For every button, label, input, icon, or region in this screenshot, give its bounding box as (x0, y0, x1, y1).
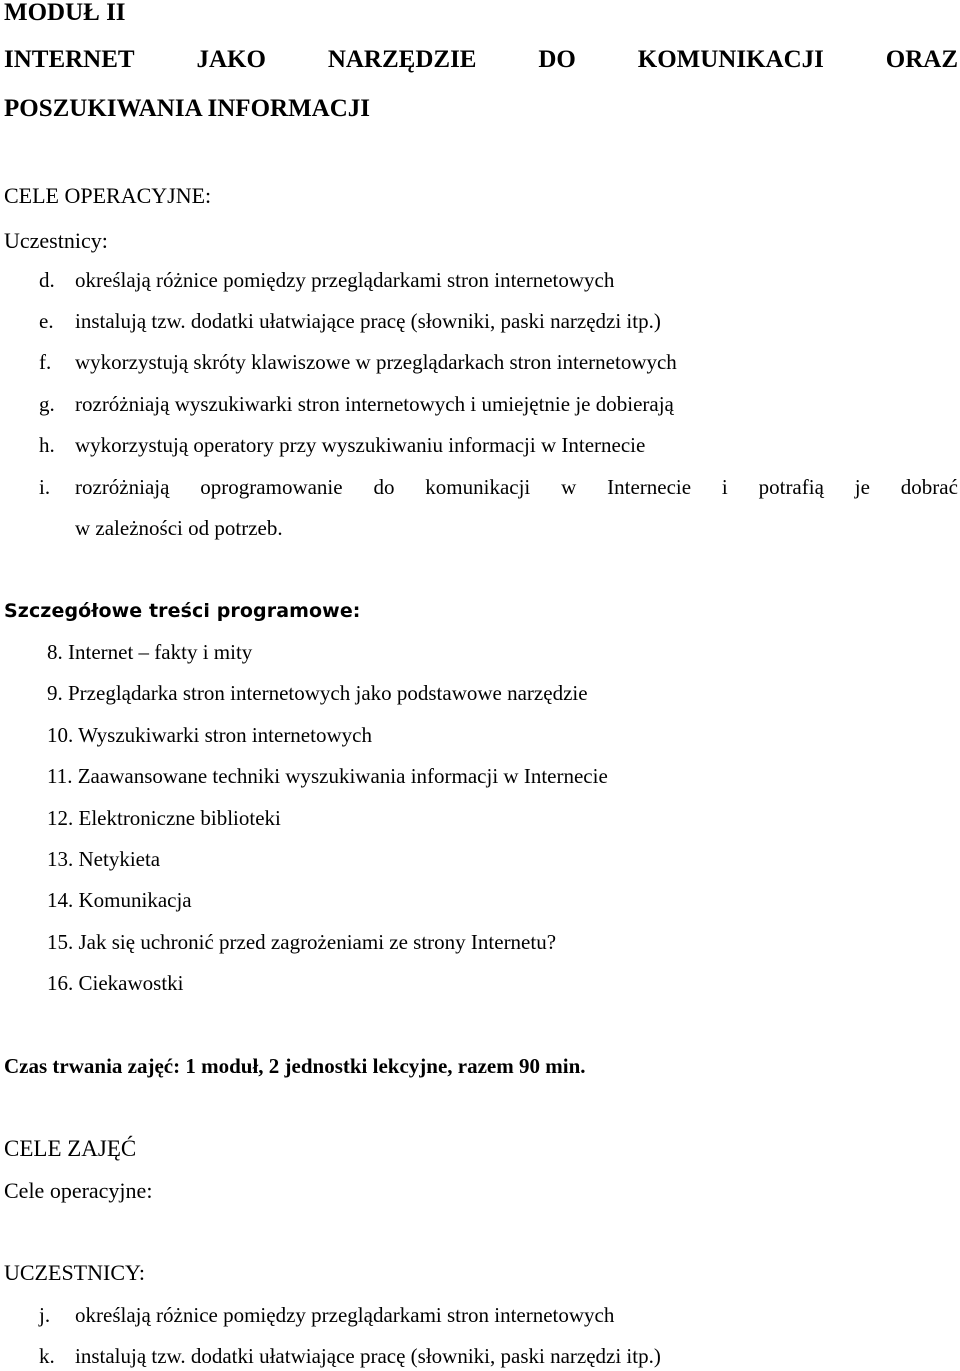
program-text: Zaawansowane techniki wyszukiwania informacji w Internecie (77, 764, 608, 788)
goal-label: i. (39, 475, 51, 499)
goal-word: potrafią (758, 475, 824, 499)
program-text: Przeglądarka stron internetowych jako podstawowe narzędzie (68, 681, 588, 705)
program-item (47, 805, 281, 831)
title-word: DO (538, 46, 576, 73)
program-number: 16. (47, 971, 74, 995)
program-item (47, 763, 608, 789)
class-goals-heading: CELE ZAJĘĆ (4, 1136, 137, 1161)
goal-word: rozróżniają (75, 475, 170, 499)
goal-label: f. (39, 350, 52, 374)
goal-item (39, 474, 958, 500)
program-text: Ciekawostki (78, 971, 184, 995)
program-text: Internet – fakty i mity (68, 640, 253, 664)
title-word: ORAZ (885, 46, 958, 73)
program-item (47, 846, 160, 872)
program-number: 14. (47, 888, 74, 912)
goal-text: instalują tzw. dodatki ułatwiające pracę (słowniki, paski narzędzi itp.) (75, 1344, 661, 1368)
program-number: 13. (47, 847, 74, 871)
goal-label: h. (39, 433, 55, 457)
goal-text: określają różnice pomiędzy przeglądarkami stron internetowych (75, 1303, 615, 1327)
participants-upper: UCZESTNICY: (4, 1260, 145, 1285)
goal-word: i (721, 475, 728, 499)
program-item (47, 887, 192, 913)
goal-word: oprogramowanie (200, 475, 343, 499)
goals-heading: CELE OPERACYJNE: (4, 183, 212, 208)
goal-item (39, 308, 661, 334)
program-item (47, 680, 588, 706)
module-title: MODUŁ II (4, 0, 126, 26)
goal-text: wykorzystują operatory przy wyszukiwaniu informacji w Internecie (75, 433, 646, 457)
participants-label: Uczestnicy: (4, 228, 108, 253)
program-text: Komunikacja (78, 888, 192, 912)
program-text: Netykieta (78, 847, 161, 871)
title-word: INTERNET (4, 46, 135, 73)
title-line-1 (4, 45, 958, 75)
program-item (47, 722, 372, 748)
goal-label: d. (39, 268, 55, 292)
goal-text: rozróżniają wyszukiwarki stron internetowych i umiejętnie je dobierają (75, 392, 674, 416)
goal-item (39, 432, 645, 458)
goal-item (39, 1343, 661, 1369)
title-word: KOMUNIKACJI (637, 46, 824, 73)
goal-item (39, 391, 674, 417)
program-item (47, 639, 252, 665)
goal-word: do (373, 475, 395, 499)
program-number: 10. (47, 723, 74, 747)
title-line-2: POSZUKIWANIA INFORMACJI (4, 95, 371, 122)
goal-item (39, 349, 677, 375)
goal-word: w (561, 475, 577, 499)
goal-text: instalują tzw. dodatki ułatwiające pracę (słowniki, paski narzędzi itp.) (75, 309, 661, 333)
program-heading: Szczegółowe treści programowe: (4, 600, 361, 622)
program-number: 8. (47, 640, 63, 664)
program-text: Wyszukiwarki stron internetowych (78, 723, 372, 747)
goal-word: komunikacji (425, 475, 531, 499)
goal-text-justified (75, 474, 958, 500)
goal-label: k. (39, 1344, 55, 1368)
program-number: 15. (47, 930, 74, 954)
program-number: 11. (47, 764, 73, 788)
goal-word: Internecie (607, 475, 692, 499)
goal-text: wykorzystują skróty klawiszowe w przeglądarkach stron internetowych (75, 350, 677, 374)
program-number: 9. (47, 681, 63, 705)
program-text: Jak się uchronić przed zagrożeniami ze strony Internetu? (78, 930, 557, 954)
goal-item (39, 267, 614, 293)
goal-label: j. (39, 1303, 51, 1327)
program-item (47, 970, 184, 996)
goal-word: je (854, 475, 870, 499)
title-word: JAKO (196, 46, 266, 73)
title-word: NARZĘDZIE (327, 46, 477, 73)
program-number: 12. (47, 806, 74, 830)
program-text: Elektroniczne biblioteki (78, 806, 281, 830)
goal-label: e. (39, 309, 54, 333)
operational-goals-label: Cele operacyjne: (4, 1178, 153, 1203)
goal-item (39, 1302, 614, 1328)
duration: Czas trwania zajęć: 1 moduł, 2 jednostki lekcyjne, razem 90 min. (4, 1054, 586, 1078)
goal-text: określają różnice pomiędzy przeglądarkami stron internetowych (75, 268, 615, 292)
goal-label: g. (39, 392, 55, 416)
goal-word: dobrać (900, 475, 958, 499)
goal-continuation: w zależności od potrzeb. (75, 516, 283, 540)
program-item (47, 929, 556, 955)
